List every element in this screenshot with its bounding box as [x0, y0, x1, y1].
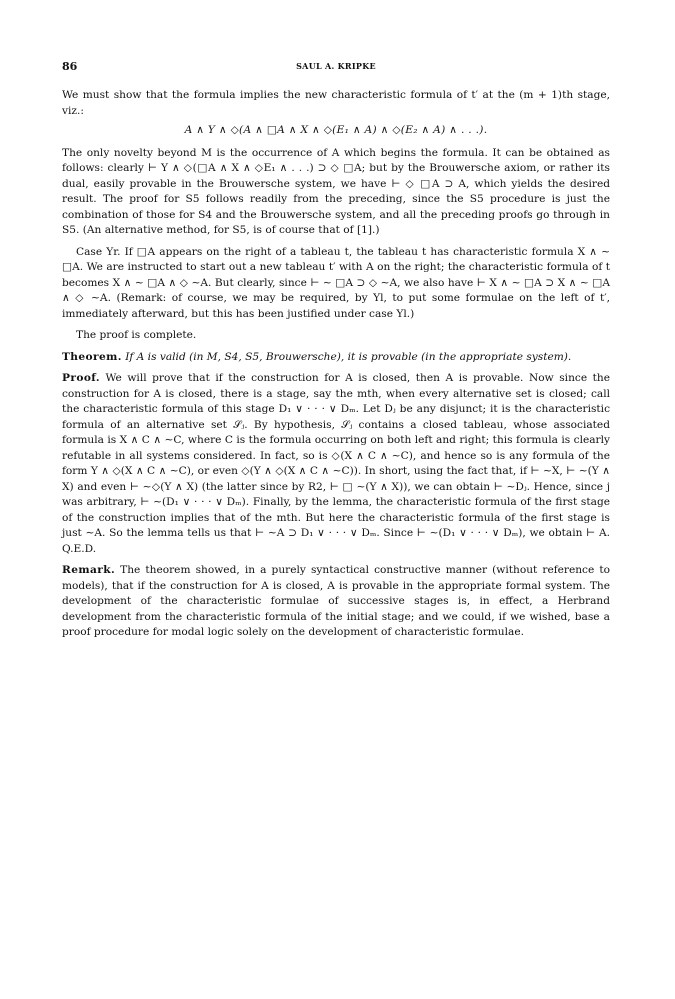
running-head: SAUL A. KRIPKE [296, 61, 376, 71]
theorem-label: Theorem. [62, 350, 122, 363]
paragraph-intro: We must show that the formula implies the new characteristic formula of t′ at the (m + 1)th stage, viz.: [62, 89, 610, 117]
page-body [62, 88, 610, 641]
proof-label: Proof. [62, 372, 100, 384]
paragraph-case-yr: Case Yr. If □A appears on the right of a tableau t, the tableau t has characteristic formula X ∧ ∼ □A. We are instructed to start out a new tableau t′ with A on the right; the characteristic formula of t becomes X ∧ ∼ □A ∧ ◇ ∼A. But clearly, since ⊢ ∼ □A ⊃ ◇ ∼A, we also have ⊢ X ∧ ∼ □A ⊃ X ∧ ∼ □A ∧ ◇ ∼A. (Remark: of course, we may be required, by Yl, to put some formulae on the left of t′, immediately afterward, but this has been justified under case Yl.) [62, 245, 610, 320]
theorem-text: If A is valid (in M, S4, S5, Brouwersche), it is provable (in the appropriate system). [125, 350, 572, 363]
remark-label: Remark. [62, 564, 116, 576]
remark-block [62, 563, 610, 641]
paragraph-novelty: The only novelty beyond M is the occurrence of A which begins the formula. It can be obtained as follows: clearly ⊢ Y ∧ ◇(□A ∧ X ∧ ◇E₁ ∧ . . .) ⊃ ◇ □A; but by the Brouwersche axiom, or rather its dual, easily provable in the Brouwersche system, we have ⊢ ◇ □A ⊃ A, which yields the desired result. The proof for S5 follows readily from the preceding, since the S5 procedure is just the combination of those for S4 and the Brouwersche system, and all the preceding proofs go through in S5. (An alternative method, for S5, is of course that of [1].) [62, 146, 610, 236]
remark-text: The theorem showed, in a purely syntactical constructive manner (without reference to models), that if the construction for A is closed, A is provable in the appropriate formal system. The development of the characteristic formulae of successive stages is, in effect, a Herbrand development from the characteristic formula of the initial stage; and we could, if we wished, base a proof procedure for modal logic solely on the development of characteristic formulae. [62, 564, 610, 638]
paragraph-proof-complete: The proof is complete. [76, 329, 197, 341]
proof-text: We will prove that if the construction for A is closed, then A is provable. Now since the construction for A is closed, there is a stage, say the mth, when every alternative set is closed; call the characteristic formula of this stage D₁ ∨ · · · ∨ Dₘ. Let Dⱼ be any disjunct; it is the characteristic formula of an alternative set 𝒮ⱼ. By hypothesis, 𝒮ⱼ contains a closed tableau, whose associated formula is X ∧ C ∧ ∼C, where C is the formula occurring on both left and right; this formula is clearly refutable in all systems considered. In fact, so is ◇(X ∧ C ∧ ∼C), and hence so is any formula of the form Y ∧ ◇(X ∧ C ∧ ∼C), or even ◇(Y ∧ ◇(X ∧ C ∧ ∼C)). In short, using the fact that, if ⊢ ∼X, ⊢ ∼(Y ∧ X) and even ⊢ ∼◇(Y ∧ X) (the latter since by R2, ⊢ □ ∼(Y ∧ X)), we can obtain ⊢ ∼Dⱼ. Hence, since j was arbitrary, ⊢ ∼(D₁ ∨ · · · ∨ Dₘ). Finally, by the lemma, the characteristic formula of the first stage of the construction implies that of the mth. But here the characteristic formula of the first stage is just ∼A. So the lemma tells us that ⊢ ∼A ⊃ D₁ ∨ · · · ∨ Dₘ. Since ⊢ ∼(D₁ ∨ · · · ∨ Dₘ), we obtain ⊢ A. Q.E.D. [62, 372, 610, 555]
theorem-block [62, 350, 610, 366]
display-formula: A ∧ Y ∧ ◇(A ∧ □A ∧ X ∧ ◇(E₁ ∧ A) ∧ ◇(E₂ ∧ A) ∧ . . .). [184, 124, 488, 136]
page-header [62, 60, 610, 78]
page-number: 86 [62, 60, 78, 73]
proof-block [62, 371, 610, 557]
